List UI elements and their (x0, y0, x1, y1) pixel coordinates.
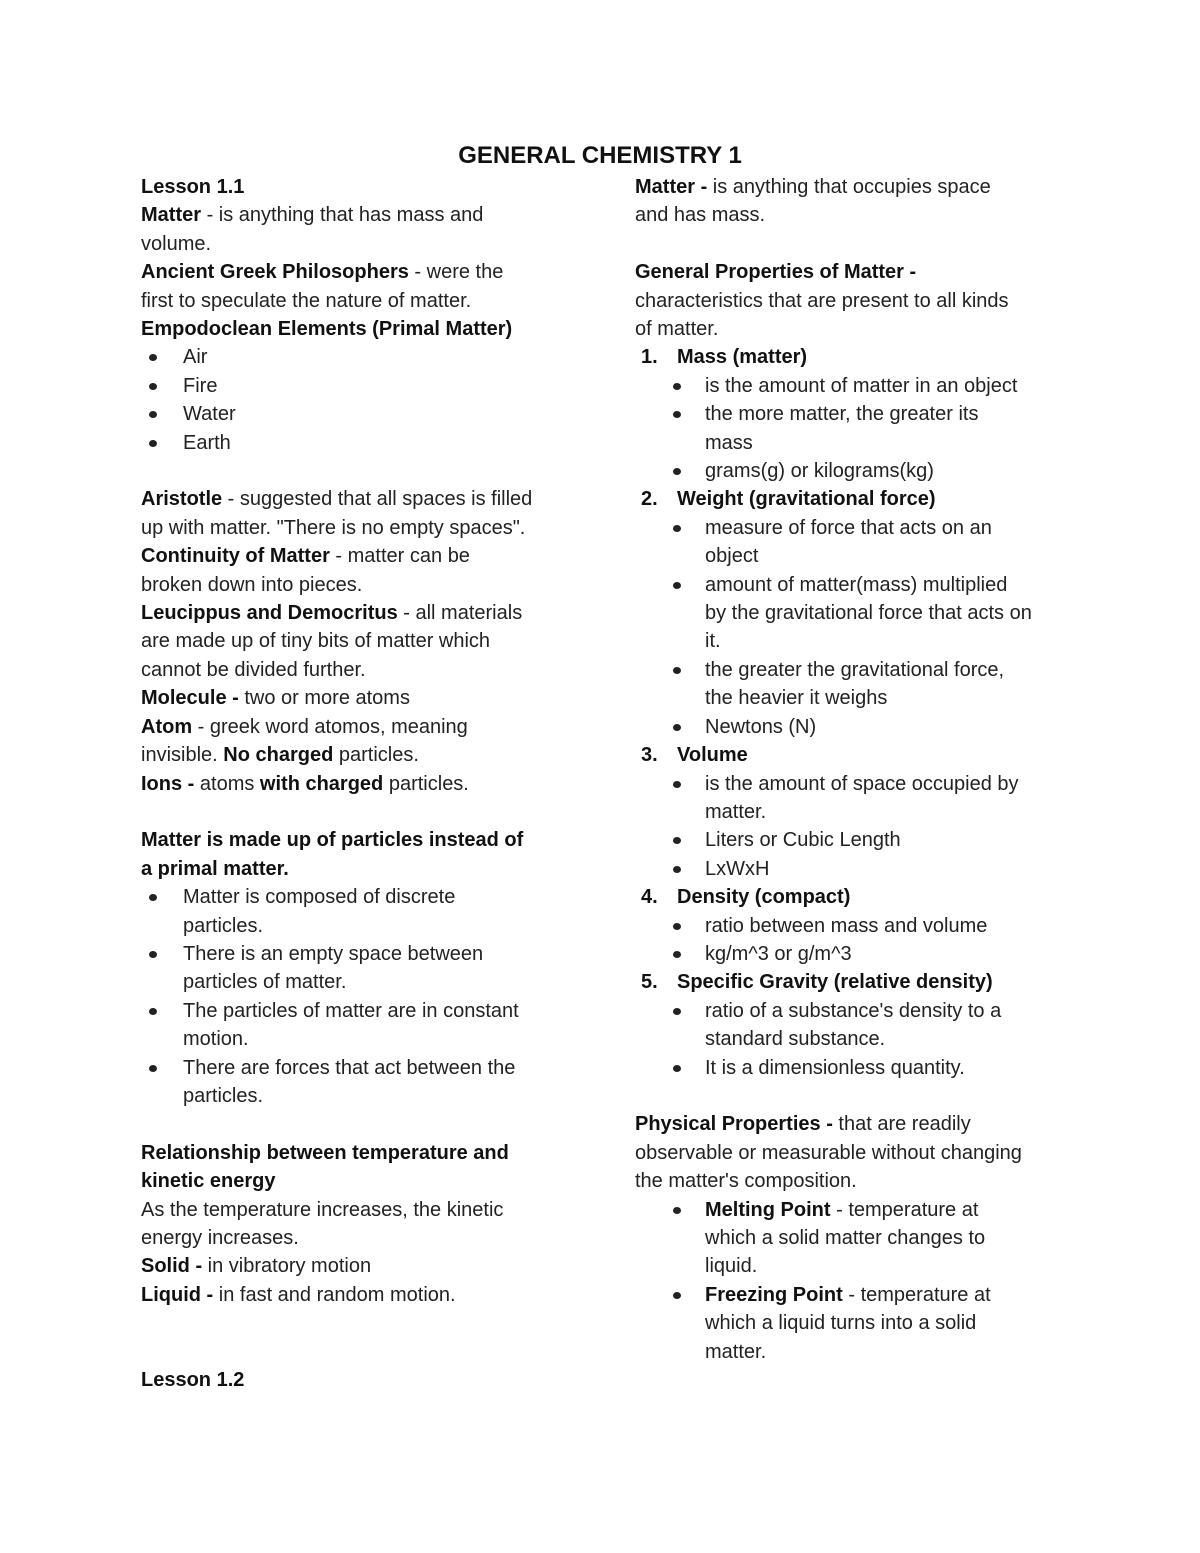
definition: - were the (408, 261, 504, 284)
list-item-cont: mass (705, 431, 753, 454)
paragraph-line: characteristics that are present to all kinds (635, 289, 1009, 312)
term: Aristotle (141, 488, 223, 511)
term: Molecule - (141, 687, 245, 710)
right-column (635, 173, 1075, 1366)
left-column (141, 173, 581, 1394)
numbered-heading: 2. Weight (gravitational force) (635, 485, 1075, 513)
list-item: Matter is composed of discrete (141, 883, 581, 911)
list-number: 4. (641, 886, 658, 909)
list-item-cont: particles of matter. (183, 971, 347, 994)
matter-definition: Matter - is anything that occupies space (635, 176, 991, 198)
bullet-icon (673, 923, 681, 930)
solid-definition: Solid - in vibratory motion (141, 1255, 372, 1278)
leucippus-definition-cont: cannot be divided further. (141, 658, 366, 681)
aristotle-definition-cont: up with matter. "There is no empty spaces". (141, 516, 526, 539)
list-item: LxWxH (635, 855, 1075, 883)
matter-definition (141, 201, 581, 229)
bullet-icon (149, 894, 157, 901)
lesson-heading: Lesson 1.2 (141, 1368, 245, 1391)
spacer (141, 1110, 581, 1138)
list-number: 1. (641, 346, 658, 369)
list-item: Newtons (N) (635, 713, 1075, 741)
list-item-cont: it. (705, 630, 721, 653)
paragraph-line: of matter. (635, 318, 719, 341)
list-item-cont: motion. (183, 1028, 249, 1051)
bullet-icon (149, 411, 157, 418)
paragraph-line: the matter's composition. (635, 1170, 857, 1193)
list-item-cont: standard substance. (705, 1028, 886, 1051)
bullet-icon (673, 837, 681, 844)
definition: two or more atoms (244, 687, 410, 710)
list-item-cont: which a liquid turns into a solid (705, 1312, 977, 1335)
term: Matter - (635, 176, 713, 198)
leucippus-definition-cont: are made up of tiny bits of matter which (141, 630, 491, 653)
paragraph-line: As the temperature increases, the kinetic (141, 1198, 504, 1221)
atom-definition-cont: invisible. No charged particles. (141, 744, 419, 767)
lesson-heading: Lesson 1.1 (141, 176, 245, 198)
spacer (141, 798, 581, 826)
list-item: the greater the gravitational force, (635, 656, 1075, 684)
bullet-icon (149, 1008, 157, 1015)
numbered-heading: 1. Mass (matter) (635, 343, 1075, 371)
bullet-icon (673, 411, 681, 418)
continuity-definition-cont: broken down into pieces. (141, 573, 363, 596)
bullet-icon (673, 951, 681, 958)
atom-definition (141, 713, 581, 741)
list-item: is the amount of space occupied by (635, 770, 1075, 798)
bullet-icon (149, 440, 157, 447)
bullet-icon (673, 667, 681, 674)
list-item: Earth (141, 429, 581, 457)
term: Atom (141, 715, 193, 738)
section-heading: General Properties of Matter - (635, 261, 917, 284)
term: Ions - (141, 772, 200, 795)
list-item: There are forces that act between the (141, 1054, 581, 1082)
list-number: 5. (641, 971, 658, 994)
bullet-icon (673, 1008, 681, 1015)
bullet-icon (673, 525, 681, 532)
bullet-icon (673, 781, 681, 788)
spacer (141, 1338, 581, 1366)
list-number: 2. (641, 488, 658, 511)
list-item: grams(g) or kilograms(kg) (635, 457, 1075, 485)
spacer (141, 1309, 581, 1337)
list-item: Liters or Cubic Length (635, 826, 1075, 854)
molecule-definition (141, 684, 581, 712)
section-heading-cont: kinetic energy (141, 1170, 276, 1193)
term: Ancient Greek Philosophers (141, 261, 409, 284)
list-item-cont: object (705, 545, 759, 568)
list-item-cont: liquid. (705, 1255, 758, 1278)
spacer (141, 457, 581, 485)
bullet-icon (673, 1065, 681, 1072)
page-title: GENERAL CHEMISTRY 1 (458, 142, 742, 169)
definition: - greek word atomos, meaning (192, 715, 468, 738)
list-item: is the amount of matter in an object (635, 372, 1075, 400)
term: Continuity of Matter (141, 545, 330, 568)
bullet-icon (673, 1207, 681, 1214)
section-heading: Relationship between temperature and (141, 1141, 509, 1164)
list-item: Water (141, 400, 581, 428)
list-item-cont: particles. (183, 1084, 264, 1107)
bullet-icon (149, 951, 157, 958)
list-item: Air (141, 343, 581, 371)
numbered-heading: 5. Specific Gravity (relative density) (635, 968, 1075, 996)
list-item: Fire (141, 372, 581, 400)
bullet-icon (673, 866, 681, 873)
term: Physical Properties - (635, 1113, 839, 1136)
definition: - matter can be (329, 545, 470, 568)
ions-definition: Ions - atoms with charged particles. (141, 772, 469, 795)
list-item: There is an empty space between (141, 940, 581, 968)
list-item: kg/m^3 or g/m^3 (635, 940, 1075, 968)
paragraph-line: energy increases. (141, 1226, 299, 1249)
numbered-heading: 3. Volume (635, 741, 1075, 769)
leucippus-definition (141, 599, 581, 627)
definition: - is anything that has mass and (201, 204, 484, 227)
physical-definition: Physical Properties - that are readily (635, 1113, 971, 1136)
list-item: Freezing Point - temperature at (635, 1281, 1075, 1309)
bullet-icon (673, 724, 681, 731)
bullet-icon (149, 383, 157, 390)
section-heading: Empodoclean Elements (Primal Matter) (141, 318, 513, 341)
bullet-icon (673, 582, 681, 589)
paragraph-line: observable or measurable without changing (635, 1141, 1022, 1164)
bullet-icon (673, 1292, 681, 1299)
list-item: ratio between mass and volume (635, 912, 1075, 940)
definition: - all materials (397, 602, 523, 625)
bullet-icon (673, 383, 681, 390)
list-item-cont: matter. (705, 800, 767, 823)
spacer (635, 230, 1075, 258)
list-item: amount of matter(mass) multiplied (635, 571, 1075, 599)
list-item: The particles of matter are in constant (141, 997, 581, 1025)
bullet-icon (149, 1065, 157, 1072)
list-item-cont: which a solid matter changes to (705, 1227, 986, 1249)
list-item: the more matter, the greater its (635, 400, 1075, 428)
bullet-icon (149, 354, 157, 361)
definition: - suggested that all spaces is filled (222, 488, 533, 511)
matter-definition-cont: and has mass. (635, 204, 766, 227)
list-number: 3. (641, 744, 658, 767)
list-item-cont: by the gravitational force that acts on (705, 602, 1032, 625)
aristotle-definition (141, 485, 581, 513)
bullet-icon (673, 468, 681, 475)
list-item-cont: the heavier it weighs (705, 687, 888, 710)
section-heading: Matter is made up of particles instead of (141, 829, 524, 852)
term: Liquid - (141, 1283, 219, 1306)
list-item-cont: matter. (705, 1340, 767, 1363)
liquid-definition: Liquid - in fast and random motion. (141, 1283, 456, 1306)
list-item: ratio of a substance's density to a (635, 997, 1075, 1025)
list-item: measure of force that acts on an (635, 514, 1075, 542)
matter-definition-cont: volume. (141, 232, 212, 255)
term: Leucippus and Democritus (141, 602, 398, 625)
greek-definition (141, 258, 581, 286)
term: Solid - (141, 1255, 208, 1278)
section-heading-cont: a primal matter. (141, 857, 289, 880)
numbered-heading: 4. Density (compact) (635, 883, 1075, 911)
continuity-definition (141, 542, 581, 570)
list-item-cont: particles. (183, 914, 264, 937)
spacer (635, 1082, 1075, 1110)
list-item: It is a dimensionless quantity. (635, 1054, 1075, 1082)
term: Matter (141, 204, 202, 227)
greek-definition-cont: first to speculate the nature of matter. (141, 289, 472, 312)
list-item: Melting Point - temperature at (635, 1196, 1075, 1224)
